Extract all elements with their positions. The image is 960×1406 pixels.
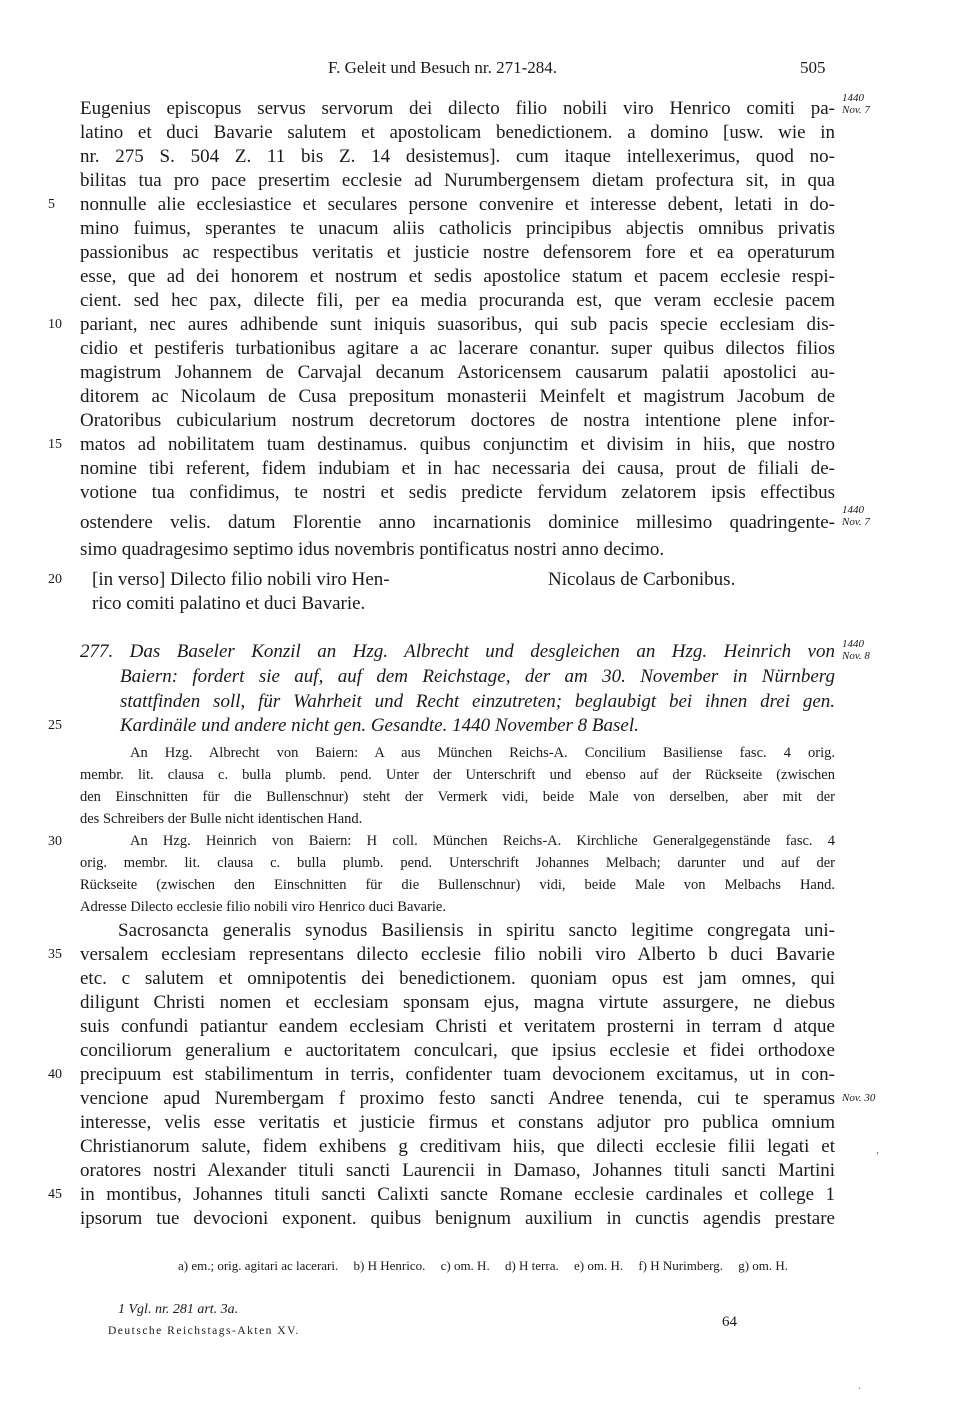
- line-number: 20: [48, 572, 62, 587]
- critical-apparatus: [178, 1258, 838, 1274]
- stray-mark: ,: [876, 1142, 879, 1156]
- source-line: des Schreibers der Bulle nicht identischen Hand.: [80, 811, 363, 827]
- line-number: 25: [48, 718, 62, 733]
- critical-note: e) om. H.: [573, 1258, 624, 1273]
- body-line: suis confundi patiantur eandem ecclesiam Christi et veritatem prosterni in terram d atque: [80, 1016, 835, 1037]
- line-number: 35: [48, 947, 62, 962]
- line-number: 40: [48, 1067, 62, 1082]
- margin-day: Nov. 7: [842, 516, 870, 528]
- line-number: 15: [48, 437, 62, 452]
- source-line: Rückseite (zwischen den Einschnitten für die Bullenschnur) vidi, beide Male von Melbachs Hand.: [80, 877, 835, 893]
- body-line: conciliorum generalium e auctoritatem conculcari, que ipsius ecclesie et fidei orthodoxe: [80, 1040, 835, 1061]
- body-line: mino fuimus, sperantes te unacum aliis catholicis principibus abjectis omnibus privatis: [80, 218, 835, 239]
- body-line: pariant, nec aures adhibende sunt iniquis suasoribus, qui sub pacis specie ecclesiam dis-: [80, 314, 835, 335]
- critical-note: b) H Henrico.: [353, 1258, 426, 1273]
- footnote: 1 Vgl. nr. 281 art. 3a.: [118, 1302, 239, 1317]
- margin-date: [842, 92, 870, 116]
- source-line: membr. lit. clausa c. bulla plumb. pend. Unter der Unterschrift und ebenso auf der Rückseite (zwischen: [80, 767, 835, 783]
- body-line: ostendere velis. datum Florentie anno incarnationis dominice millesimo quadringente-: [80, 512, 835, 533]
- body-line: ditorem ac Nicolaum de Cusa prepositum monasterii Meinfelt et magistrum Jacobum de: [80, 386, 835, 407]
- running-title: F. Geleit und Besuch nr. 271-284.: [328, 58, 558, 77]
- margin-day: Nov. 7: [842, 104, 870, 116]
- entry-title-line: stattfinden soll, für Wahrheit und Recht einzutreten; beglaubigt bei ihnen drei gen.: [120, 691, 835, 712]
- printer-signature-mark: 64: [722, 1314, 737, 1330]
- margin-year: 1440: [842, 92, 864, 104]
- body-line: interesse, velis esse veritatis et justicie firmus et constans adjutor pro publica omnium: [80, 1112, 835, 1133]
- line-number: 30: [48, 834, 62, 849]
- source-line: orig. membr. lit. clausa c. bulla plumb. pend. Unterschrift Johannes Melbach; darunter und auf der: [80, 855, 835, 871]
- body-line: vencione apud Nurembergam f proximo festo sancti Andree tenenda, cui te speramus: [80, 1088, 835, 1109]
- margin-date: [842, 638, 870, 662]
- body-line: nonnulle alie ecclesiastice et seculares persone convenire et interesse debent, letati in do-: [80, 194, 835, 215]
- source-line: den Einschnitten für die Bullenschnur) steht der Vermerk vidi, beide Male von derselben, aber mit der: [80, 789, 835, 805]
- body-line: passionibus ac respectibus veritatis et justicie nostre defensorem fore et ea operaturum: [80, 242, 835, 263]
- entry-title-line: Baiern: fordert sie auf, auf dem Reichstage, der am 30. November in Nürnberg: [120, 666, 835, 687]
- body-line: cient. sed hec pax, dilecte fili, per ea media procuranda est, que veram ecclesie pacem: [80, 290, 835, 311]
- body-line: Christianorum salute, fidem exhibens g creditivam hiis, que dilecti ecclesie filii legati et: [80, 1136, 835, 1157]
- source-line: An Hzg. Albrecht von Baiern: A aus München Reichs-A. Concilium Basiliense fasc. 4 orig.: [130, 745, 835, 761]
- critical-note: g) om. H.: [738, 1258, 789, 1273]
- body-line: nr. 275 S. 504 Z. 11 bis Z. 14 desistemus]. cum itaque intellexerimus, quod no-: [80, 146, 835, 167]
- margin-day: Nov. 30: [842, 1092, 876, 1104]
- line-number: 5: [48, 197, 55, 212]
- source-line: Adresse Dilecto ecclesie filio nobili viro Henrico duci Bavarie.: [80, 899, 446, 915]
- address-line: [in verso] Dilecto filio nobili viro Hen-: [92, 569, 390, 590]
- margin-year: 1440: [842, 638, 864, 650]
- body-line: Oratoribus cubicularium nostrum decretorum doctores de nostra intentione plene infor-: [80, 410, 835, 431]
- body-line: votione tua confidimus, te nostri et sedis predicte fervidum zelatorem ipsis effectibus: [80, 482, 835, 503]
- source-line: An Hzg. Heinrich von Baiern: H coll. München Reichs-A. Kirchliche Generalgegenstände fasc. 4: [130, 833, 835, 849]
- body-line: oratores nostri Alexander tituli sancti Laurencii in Damaso, Johannes tituli sancti Martini: [80, 1160, 835, 1181]
- entry-title-line: Kardinäle und andere nicht gen. Gesandte. 1440 November 8 Basel.: [120, 715, 639, 736]
- critical-note: d) H terra.: [504, 1258, 559, 1273]
- critical-note: a) em.; orig. agitari ac lacerari.: [178, 1258, 339, 1273]
- body-line: in montibus, Johannes tituli sancti Calixti sancte Romane ecclesie cardinales et college 1: [80, 1184, 835, 1205]
- margin-date: [842, 504, 870, 528]
- margin-day: Nov. 8: [842, 650, 870, 662]
- entry-title-line: 277. Das Baseler Konzil an Hzg. Albrecht und desgleichen an Hzg. Heinrich von: [80, 641, 835, 662]
- body-line: precipuum est stabilimentum in terris, confidenter tuam devocionem excitamus, ut in con-: [80, 1064, 835, 1085]
- body-line: latino et duci Bavarie salutem et apostolicam benedictionem. a domino [usw. wie in: [80, 122, 835, 143]
- line-number: 10: [48, 317, 62, 332]
- body-line: Sacrosancta generalis synodus Basiliensis in spiritu sancto legitime congregata uni-: [118, 920, 835, 941]
- body-line: versalem ecclesiam representans dilecto ecclesie filio nobili viro Alberto b duci Bavarie: [80, 944, 835, 965]
- body-line: matos ad nobilitatem tuam destinamus. quibus conjunctim et divisim in hiis, que nostro: [80, 434, 835, 455]
- critical-note: f) H Nurimberg.: [638, 1258, 723, 1273]
- body-line: Eugenius episcopus servus servorum dei dilecto filio nobili viro Henrico comiti pa-: [80, 98, 835, 119]
- body-line: magistrum Johannem de Carvajal decanum Astoricensem causarum palatii apostolici au-: [80, 362, 835, 383]
- line-number: 45: [48, 1187, 62, 1202]
- body-line: etc. c salutem et omnipotentis dei benedictionem. quoniam opus est jam omnes, qui: [80, 968, 835, 989]
- body-line: cidio et pestiferis turbationibus agitare a ac lacerare conantur. super quibus dilectos filios: [80, 338, 835, 359]
- body-line: nomine tibi referent, fidem indubiam et in hac necessaria dei causa, prout de filiali de-: [80, 458, 835, 479]
- signature: Nicolaus de Carbonibus.: [548, 569, 736, 590]
- page-number: 505: [800, 58, 826, 77]
- address-line: rico comiti palatino et duci Bavarie.: [92, 593, 366, 614]
- margin-year: 1440: [842, 504, 864, 516]
- body-line: simo quadragesimo septimo idus novembris pontificatus nostri anno decimo.: [80, 539, 665, 560]
- margin-date: [842, 1092, 875, 1104]
- stray-mark: .: [858, 1378, 861, 1392]
- body-line: bilitas tua pro pace presertim ecclesie ad Nurumbergensem dietam profectura sit, in qua: [80, 170, 835, 191]
- body-line: diligunt Christi nomen et ecclesiam sponsam ejus, magna virtute assurgere, ne diebus: [80, 992, 835, 1013]
- series-title: Deutsche Reichstags-Akten XV.: [108, 1325, 300, 1337]
- body-line: ipsorum tue devocioni exponent. quibus benignum auxilium in cunctis agendis prestare: [80, 1208, 835, 1229]
- critical-note: c) om. H.: [440, 1258, 490, 1273]
- body-line: esse, que ad dei honorem et nostrum et sedis apostolice statum et pacem ecclesie respi-: [80, 266, 835, 287]
